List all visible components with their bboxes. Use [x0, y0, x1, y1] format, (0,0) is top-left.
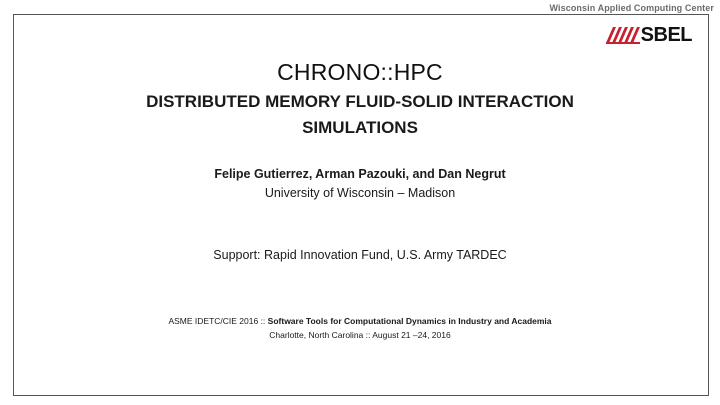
sbel-logo-text: SBEL — [640, 24, 692, 46]
slide-subtitle: DISTRIBUTED MEMORY FLUID-SOLID INTERACTION SIMULATIONS — [146, 92, 574, 137]
conference-session: Software Tools for Computational Dynamics in Industry and Academia — [267, 316, 552, 326]
conference-prefix: ASME IDETC/CIE 2016 :: — [168, 316, 266, 326]
affiliation: University of Wisconsin – Madison — [264, 186, 456, 200]
support-text: Support: Rapid Innovation Fund, U.S. Army TARDEC — [213, 248, 507, 262]
sbel-logo — [606, 25, 692, 45]
conference-line — [0, 316, 720, 326]
authors: Felipe Gutierrez, Arman Pazouki, and Dan Negrut — [214, 167, 506, 181]
slide-title: CHRONO::HPC — [277, 59, 443, 85]
sbel-logo-mark-icon — [606, 25, 640, 45]
conference-location: Charlotte, North Carolina :: August 21 –24, 2016 — [269, 330, 451, 340]
header-organization: Wisconsin Applied Computing Center — [549, 3, 714, 13]
